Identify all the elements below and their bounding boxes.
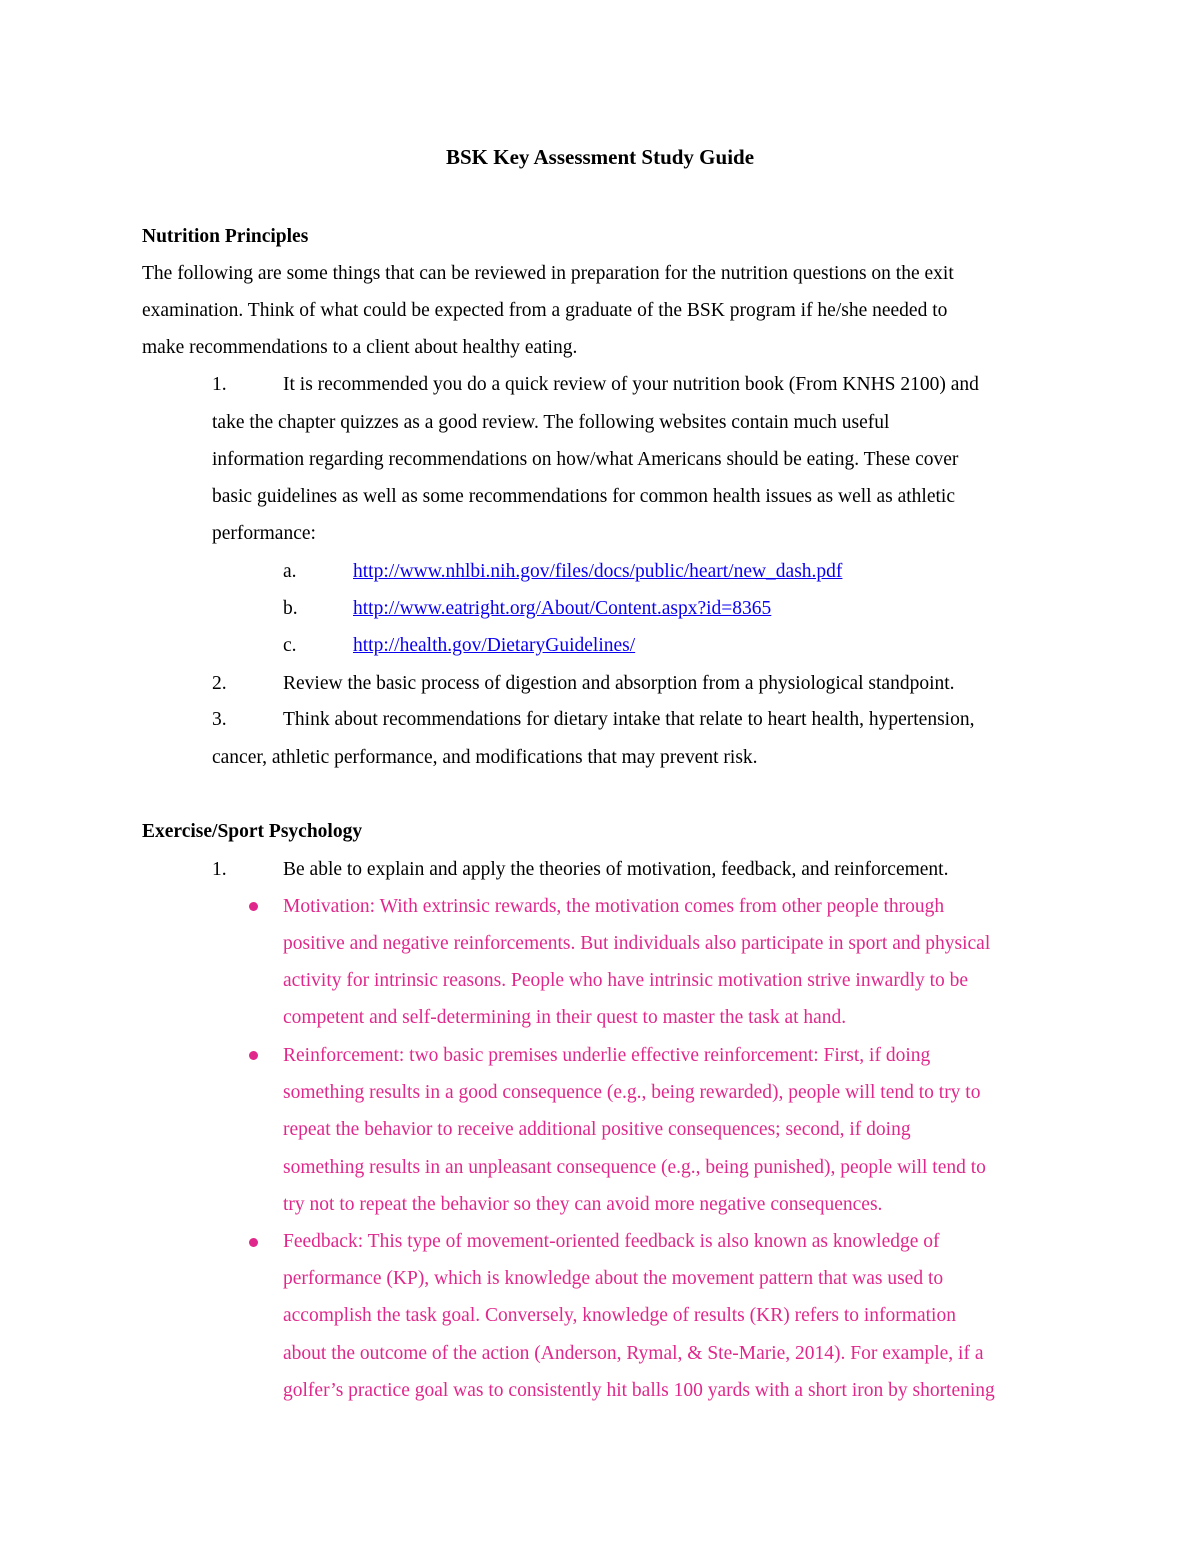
list-item-text: cancer, athletic performance, and modifications that may prevent risk. (212, 747, 758, 768)
document-title: BSK Key Assessment Study Guide (445, 145, 755, 169)
bullet-text: try not to repeat the behavior so they can avoid more negative consequences. (283, 1194, 883, 1215)
bullet-text: something results in an unpleasant consequence (e.g., being punished), people will tend to (283, 1157, 986, 1178)
nutrition-intro-line: make recommendations to a client about healthy eating. (142, 337, 578, 358)
bullet-icon (249, 902, 258, 911)
link-dietary-guidelines[interactable]: http://health.gov/DietaryGuidelines/ (353, 635, 636, 656)
bullet-icon (249, 1051, 258, 1060)
sublist-letter: a. (283, 561, 297, 582)
bullet-text: golfer’s practice goal was to consistently hit balls 100 yards with a short iron by shortening (283, 1380, 995, 1401)
list-item-text: Review the basic process of digestion and absorption from a physiological standpoint. (283, 673, 955, 694)
nutrition-intro-line: examination. Think of what could be expected from a graduate of the BSK program if he/she needed to (142, 300, 948, 321)
bullet-text: competent and self-determining in their quest to master the task at hand. (283, 1007, 847, 1028)
list-item-text: basic guidelines as well as some recommendations for common health issues as well as athletic (212, 486, 955, 507)
bullet-text: Motivation: With extrinsic rewards, the motivation comes from other people through (283, 896, 945, 917)
nutrition-heading: Nutrition Principles (142, 226, 309, 247)
link-dash-pdf[interactable]: http://www.nhlbi.nih.gov/files/docs/public/heart/new_dash.pdf (353, 561, 843, 582)
bullet-text: activity for intrinsic reasons. People who have intrinsic motivation strive inwardly to be (283, 970, 969, 991)
list-number: 1. (212, 859, 227, 880)
bullet-icon (249, 1238, 258, 1247)
bullet-text: accomplish the task goal. Conversely, knowledge of results (KR) refers to information (283, 1305, 956, 1326)
bullet-text: something results in a good consequence (e.g., being rewarded), people will tend to try to (283, 1082, 981, 1103)
sublist-letter: b. (283, 598, 298, 619)
list-number: 2. (212, 673, 227, 694)
list-number: 1. (212, 374, 227, 395)
link-eatright[interactable]: http://www.eatright.org/About/Content.aspx?id=8365 (353, 598, 772, 619)
psychology-heading: Exercise/Sport Psychology (142, 821, 363, 842)
list-item-text: performance: (212, 523, 316, 544)
bullet-text: about the outcome of the action (Anderson, Rymal, & Ste-Marie, 2014). For example, if a (283, 1343, 984, 1364)
bullet-text: Feedback: This type of movement-oriented feedback is also known as knowledge of (283, 1231, 940, 1252)
list-item-text: information regarding recommendations on how/what Americans should be eating. These cover (212, 449, 959, 470)
bullet-text: positive and negative reinforcements. But individuals also participate in sport and physical (283, 933, 991, 954)
list-item-text: Think about recommendations for dietary intake that relate to heart health, hypertension, (283, 709, 975, 730)
list-number: 3. (212, 709, 227, 730)
bullet-text: Reinforcement: two basic premises underlie effective reinforcement: First, if doing (283, 1045, 931, 1066)
bullet-text: performance (KP), which is knowledge about the movement pattern that was used to (283, 1268, 944, 1289)
list-item-text: Be able to explain and apply the theories of motivation, feedback, and reinforcement. (283, 859, 949, 880)
nutrition-intro-line: The following are some things that can be reviewed in preparation for the nutrition questions on the exit (142, 263, 954, 284)
list-item-text: It is recommended you do a quick review of your nutrition book (From KNHS 2100) and (283, 374, 979, 395)
bullet-text: repeat the behavior to receive additional positive consequences; second, if doing (283, 1119, 911, 1140)
sublist-letter: c. (283, 635, 297, 656)
list-item-text: take the chapter quizzes as a good review. The following websites contain much useful (212, 412, 890, 433)
